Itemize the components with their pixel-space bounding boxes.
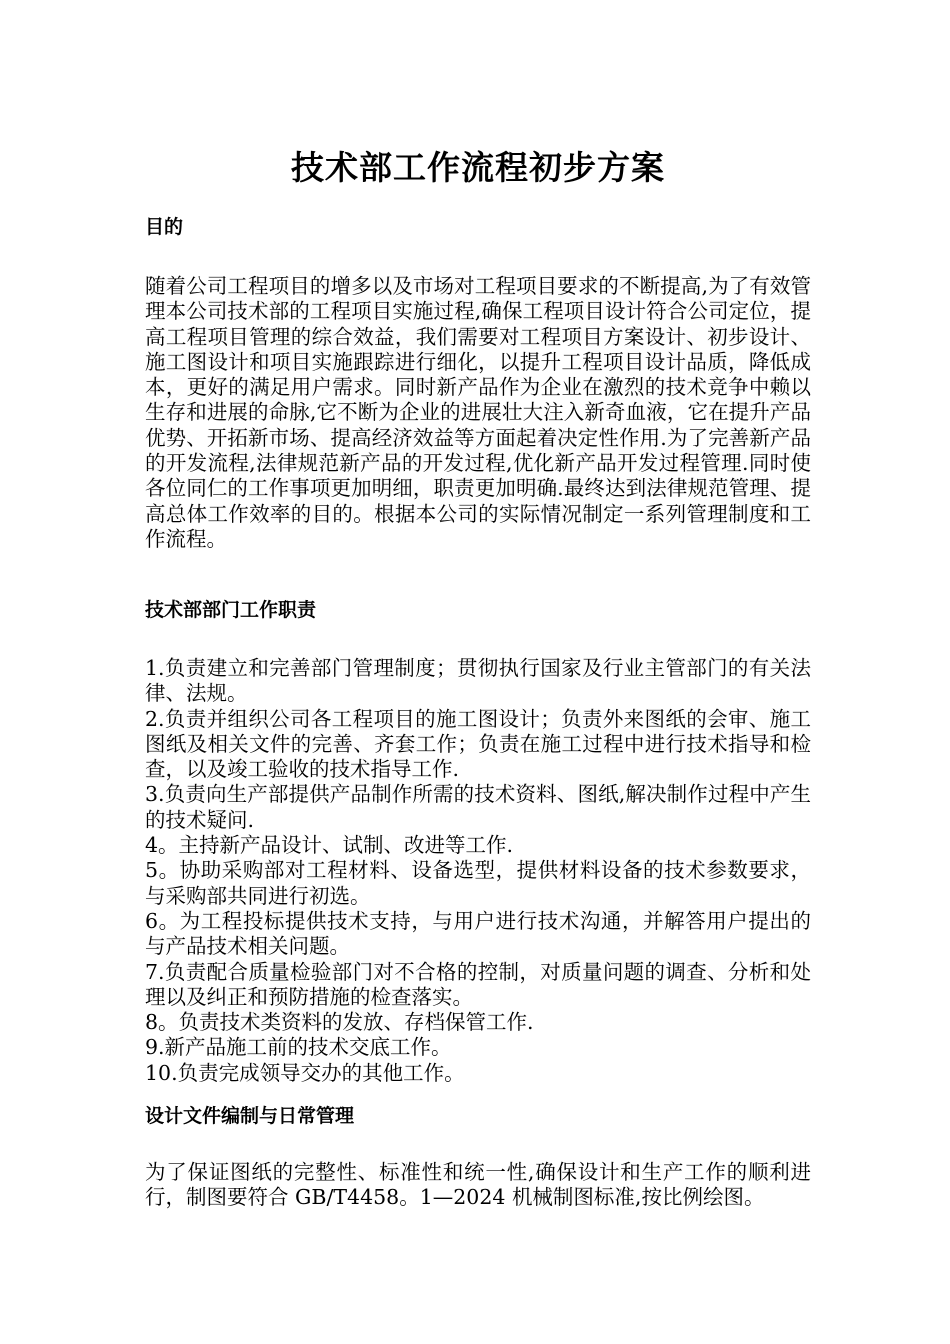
list-item: 2.负责并组织公司各工程项目的施工图设计；负责外来图纸的会审、施工图纸及相关文件的完善、齐套工作；负责在施工过程中进行技术指导和检查，以及竣工验收的技术指导工作.: [145, 706, 811, 782]
list-item: 3.负责向生产部提供产品制作所需的技术资料、图纸,解决制作过程中产生的技术疑问.: [145, 782, 811, 832]
section-heading-duties: 技术部部门工作职责: [145, 599, 317, 621]
list-item: 7.负责配合质量检验部门对不合格的控制，对质量问题的调查、分析和处理以及纠正和预防措施的检查落实。: [145, 959, 811, 1009]
list-item: 6。为工程投标提供技术支持，与用户进行技术沟通，并解答用户提出的与产品技术相关问题。: [145, 908, 811, 959]
list-item: 1.负责建立和完善部门管理制度；贯彻执行国家及行业主管部门的有关法律、法规。: [145, 656, 811, 706]
list-item: 9.新产品施工前的技术交底工作。: [145, 1035, 452, 1060]
purpose-paragraph: 随着公司工程项目的增多以及市场对工程项目要求的不断提高,为了有效管理本公司技术部的工程项目实施过程,确保工程项目设计符合公司定位，提高工程项目管理的综合效益，我们需要对工程项目方案设计、初步设计、施工图设计和项目实施跟踪进行细化，以提升工程项目设计品质，降低成本，更好的满足用户需求。同时新产品作为企业在激烈的技术竞争中赖以生存和进展的命脉,它不断为企业的进展壮大注入新奇血液，它在提升产品优势、开拓新市场、提高经济效益等方面起着决定性作用.为了完善新产品的开发流程,法律规范新产品的开发过程,优化新产品开发过程管理.同时使各位同仁的工作事项更加明细，职责更加明确.最终达到法律规范管理、提高总体工作效率的目的。根据本公司的实际情况制定一系列管理制度和工作流程。: [145, 274, 811, 551]
list-item: 10.负责完成领导交办的其他工作。: [145, 1060, 465, 1085]
list-item: 8。负责技术类资料的发放、存档保管工作.: [145, 1010, 534, 1035]
list-item: 5。协助采购部对工程材料、设备选型，提供材料设备的技术参数要求，与采购部共同进行初选。: [145, 858, 811, 908]
document-title: 技术部工作流程初步方案: [291, 148, 665, 187]
section-heading-design-files: 设计文件编制与日常管理: [145, 1105, 355, 1127]
section-heading-purpose: 目的: [145, 216, 184, 238]
duties-list: [145, 656, 811, 1086]
list-item: 4。主持新产品设计、试制、改进等工作.: [145, 833, 514, 858]
design-files-paragraph: 为了保证图纸的完整性、标准性和统一性,确保设计和生产工作的顺利进行，制图要符合 GB/T4458。1—2024 机械制图标准,按比例绘图。: [145, 1160, 811, 1210]
